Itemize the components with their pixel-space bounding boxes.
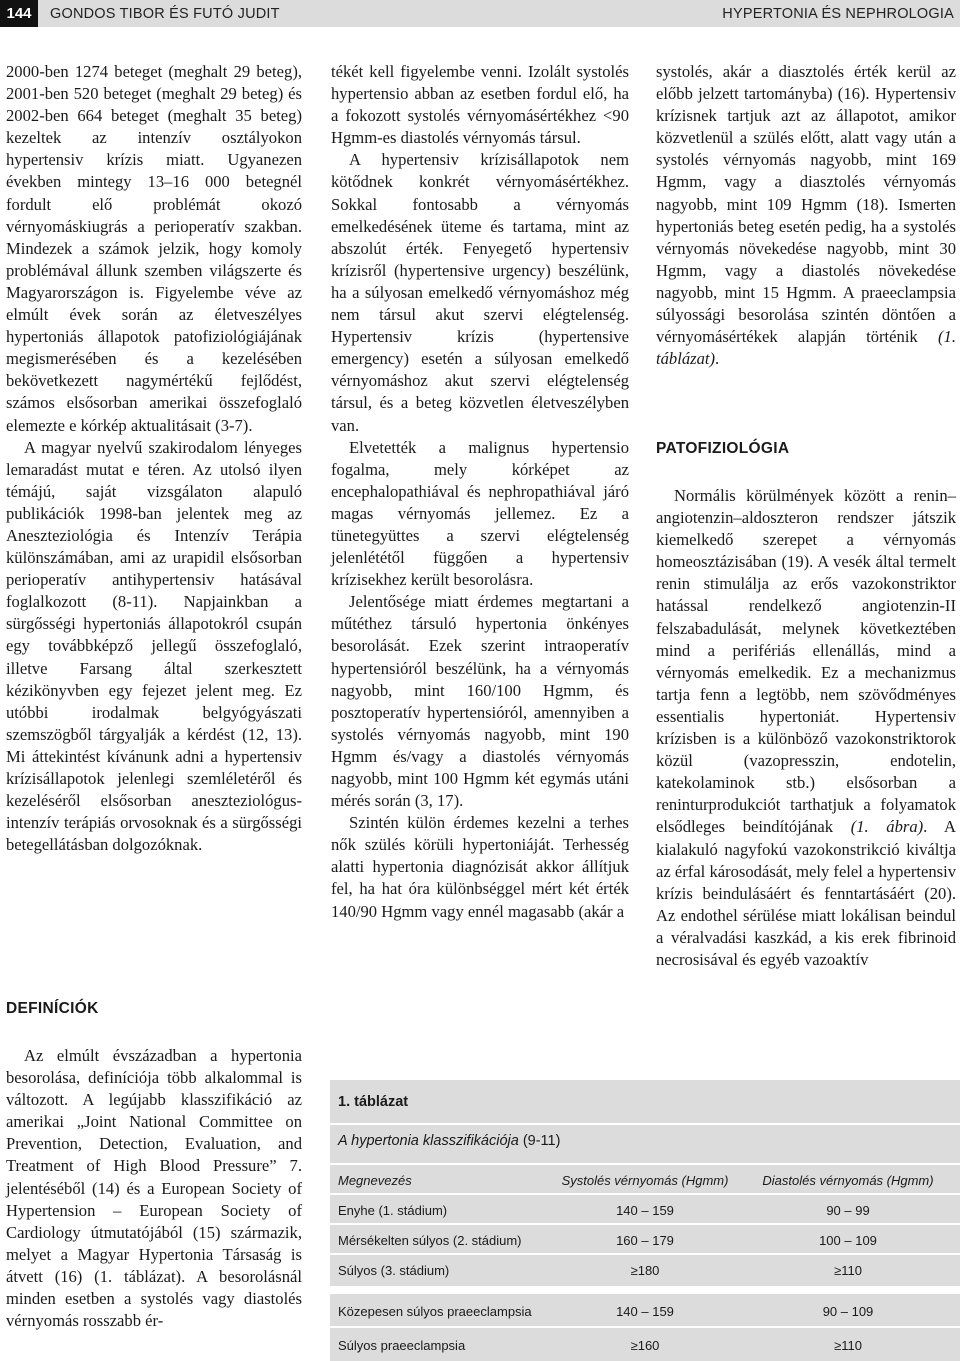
paragraph-text: systolés, akár a diasztolés érték kerül az előbb jelzett tartományba) (16). Hypertensiv krízisnek tartjuk azt az állapotot, amikor közvetlenül a szülés előtt, alatt vagy után a systolés vérnyomás nagyobb, mint 169 Hgmm, vagy a diasztolés vérnyomás nagyobb, mint 109 Hgmm (18). Ismerten hypertoniás beteg esetén pedig, ha a systolés vérnyomás növekedése nagyobb, mint 30 Hgmm, vagy a diastolés növekedése nagyobb, mint 15 Hgmm. A praeeclampsia súlyossági besorolása szintén döntően a vérnyomásértékek alapján történik	[656, 62, 956, 347]
paragraph: Jelentősége miatt érdemes megtartani a műtéthez társuló hypertonia önkényes besorolását. Ezek szerint intraoperatív hypertensióról beszélünk, ha a vérnyomás nagyobb, mint 160/100 Hgmm, és posztoperatív hypertensióról, amennyiben a systolés vérnyomás nagyobb, mint 190 Hgmm és/vagy a diastolés vérnyomás nagyobb, mint 100 Hgmm két egymás utáni mérés során (3, 17).	[331, 592, 629, 811]
paragraph-text: Normális körülmények között a renin–angiotenzin–aldoszteron rendszer játszik kiemelkedő szerepet a vérnyomás homeosztázisában (19). A vesék által termelt renin stimulálja az erős vazokonstriktor hatással rendelkező angiotenzin-II felszabadulását, melynek következtében mind a perifériás ellenállás, mind a vérnyomás emelkedik. Ez a mechanizmus tartja fenn a legtöbb, nem szövődményes essentialis hypertoniát. Hypertensiv krízisben is a különböző vazokonstriktorok közül (vazopresszin, endotelin, katekolaminok stb.) elsősorban a reninturprodukciót tarthatjuk a folyamatok elsődleges beindítójának	[656, 486, 956, 837]
running-head-journal: HYPERTONIA ÉS NEPHROLOGIA	[722, 5, 954, 22]
table-cell: Mérsékelten súlyos (2. stádium)	[338, 1233, 522, 1248]
column-3-lower	[656, 485, 956, 971]
paragraph: A hypertensiv krízisállapotok nem kötődnek konkrét vérnyomásértékhez. Sokkal fontosabb a vérnyomás emelkedésének üteme és tartama, mint az abszolút érték. Fenyegető hypertensiv krízisről (hypertensive urgency) beszélünk, ha a súlyosan emelkedő vérnyomáshoz még nem társul akut szervi elégtelenség. Hypertensiv krízis (hypertensive emergency) esetén a súlyosan emelkedő vérnyomáshoz akut szervi elégtelenség társul, és a beteg közvetlen életveszélyben van.	[331, 150, 629, 435]
table-cell: 90 – 99	[826, 1203, 870, 1218]
paragraph	[656, 485, 956, 971]
table-cell: ≥110	[834, 1338, 862, 1353]
column-2	[331, 61, 629, 923]
paragraph: tékét kell figyelembe venni. Izolált systolés hypertensio abban az esetben fordul elő, ha a fokozott systolés vérnyomásértékhez <90 Hgmm-es diastolés vérnyomás társul.	[331, 62, 629, 148]
table-header-row	[330, 1163, 960, 1193]
table-caption-ref: (9-11)	[518, 1133, 561, 1149]
table-label: 1. táblázat	[338, 1094, 409, 1110]
table-1	[330, 1080, 960, 1361]
table-cell: Súlyos praeeclampsia	[338, 1338, 466, 1353]
column-header: Systolés vérnyomás (Hgmm)	[561, 1173, 729, 1188]
table-cell: 140 – 159	[616, 1304, 674, 1319]
column-1-lower	[6, 1045, 302, 1332]
table-caption-title: A hypertonia klasszifikációja	[338, 1133, 519, 1149]
paragraph: 2000-ben 1274 beteget (meghalt 29 beteg), 2001-ben 520 beteget (meghalt 29 beteg) és 2002-ben 664 beteget (meghalt 35 beteg) kezeltek az intenzív osztályokon hypertensiv krízis miatt. Ugyanezen években mintegy 13–16 000 betegnél fordult elő problémát okozó vérnyomáskiugrás a perioperatív szakban. Mindezek a számok jelzik, hogy komoly problémával állunk szemben világszerte és Magyarországon is. Figyelembe véve az elmúlt évek során az életveszélyes hypertoniás állapotok patofiziológiájának megismerésében és a kezelésében bekövetkezett nagymértékű fejlődést, számos elsősorban amerikai összefoglaló elemezte e kórkép aktualitásait (3-7).	[6, 62, 302, 435]
table-cell: Közepesen súlyos praeeclampsia	[338, 1304, 532, 1319]
paragraph: Az elmúlt évszázadban a hypertonia besorolása, definíciója több alkalommal is változott. A legújabb klasszifikáció az amerikai „Joint National Committee on Prevention, Detection, Evaluation, and Treatment of High Blood Pressure” 7. jelentéséből (14) és a European Society of Hypertension – European Society of Cardiology útmutatójából (15) származik, melyet a Magyar Hypertonia Társaság is átvett (16) (1. táblázat). A besorolásnál minden esetben a systolés vagy diastolés vérnyomás rosszabb ér-	[6, 1046, 302, 1331]
paragraph: Szintén külön érdemes kezelni a terhes nők szülés körüli hypertoniáját. Terhesség alatti hypertonia diagnózisát akkor állítjuk fel, ha hat óra különbséggel mért két érték 140/90 Hgmm vagy ennél magasabb (akár a	[331, 813, 629, 921]
table-cell: ≥180	[630, 1263, 660, 1278]
paragraph-text: .	[715, 349, 720, 369]
table-cell: 160 – 179	[616, 1233, 674, 1248]
table-cell: ≥160	[630, 1338, 660, 1353]
paragraph: Elvetették a malignus hypertensio fogalma, mely kórképet az encephalopathiával és nephropathiával járó magas vérnyomás jellemez. Ez a tünetegyüttes a szervi elégtelenség jelenlététől függően a hypertensiv krízisekhez került besorolásra.	[331, 437, 629, 590]
figure-reference: (1. ábra)	[850, 817, 924, 837]
column-3	[656, 61, 956, 370]
page-number: 144	[0, 0, 38, 27]
section-heading-pathophysiology: PATOFIZIOLÓGIA	[656, 440, 790, 457]
paragraph	[656, 61, 956, 370]
table-cell: Enyhe (1. stádium)	[338, 1203, 448, 1218]
table-row	[330, 1223, 960, 1253]
table-row	[330, 1253, 960, 1283]
page-header	[0, 0, 960, 27]
table-group-separator	[330, 1286, 960, 1294]
table-row	[330, 1326, 960, 1361]
table-row	[330, 1193, 960, 1223]
table-caption	[330, 1123, 960, 1163]
paragraph-text: . A kialakuló nagyfokú vazokonstrikció kiváltja az érfal károsodását, mely felel a hypertensiv krízis beindulásáért és fenntartásáért (20). Az endothel sérülése miatt lokálisan beindul a véralvadási kaszkád, a kis erek fibrinoid necrosisával és egyéb vazoaktív	[656, 817, 956, 969]
column-header: Diastolés vérnyomás (Hgmm)	[762, 1173, 934, 1188]
table-cell: 140 – 159	[616, 1203, 674, 1218]
paragraph: A magyar nyelvű szakirodalom lényeges lemaradást mutat e téren. Az utolsó ilyen témájú, saját vizsgálaton alapuló publikációk 1998-ban jelentek meg az Aneszteziológia és Intenzív Terápia különszámában, ami az urapidil elsősorban perioperatív antihypertensiv hatásával foglalkozott (8-11). Napjainkban a sürgősségi hypertoniás állapotokról csupán egy továbbképző jellegű összefoglaló, illetve Farsang által szerkesztett kézikönyvben egy fejezet jelent meg. Ez utóbbi irodalmak belgyógyászati szemszögből tárgyalják a kérdést (12, 13). Mi áttekintést kívánunk adni a hypertensiv krízisállapotok jelenlegi szemléletéről és kezeléséről elsősorban aneszteziológus-intenzív terápiás orvosoknak és a sürgősségi betegellátásban dolgozóknak.	[6, 437, 302, 855]
section-heading-definitions: DEFINÍCIÓK	[6, 1000, 99, 1017]
table-row	[330, 1294, 960, 1326]
table-cell: ≥110	[834, 1263, 862, 1278]
column-header: Megnevezés	[338, 1173, 412, 1188]
table-cell: 100 – 109	[819, 1233, 877, 1248]
running-head-authors: GONDOS TIBOR ÉS FUTÓ JUDIT	[50, 5, 280, 22]
table-cell: 90 – 109	[822, 1304, 874, 1319]
column-1	[6, 61, 302, 856]
table-cell: Súlyos (3. stádium)	[338, 1263, 450, 1278]
table-reference: (1. táblázat)	[656, 327, 956, 369]
